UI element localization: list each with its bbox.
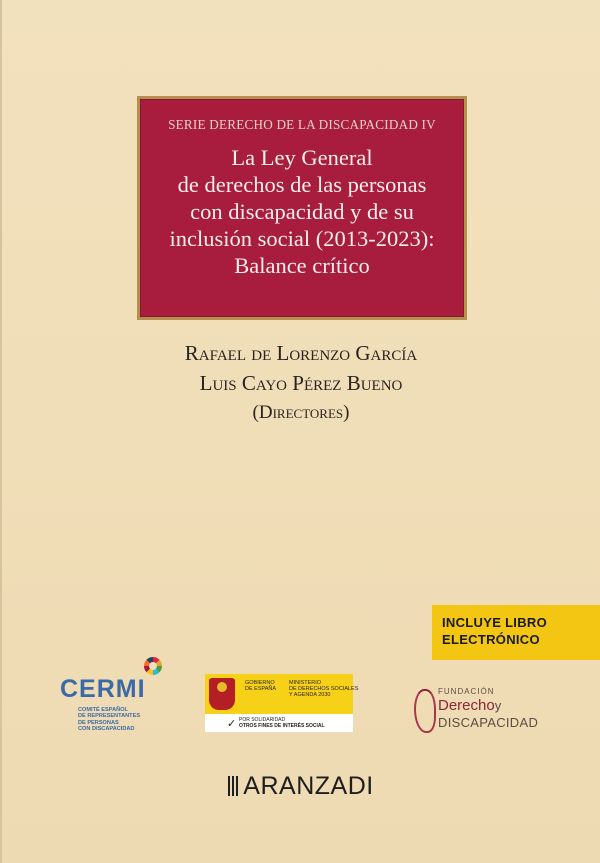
fundacion-y: y [494, 698, 502, 713]
cermi-sub-line: CON DISCAPACIDAD [78, 726, 135, 733]
fundacion-label: FUNDACIÓN [438, 687, 495, 696]
fundacion-discapacidad: DISCAPACIDAD [438, 715, 539, 730]
coat-of-arms-icon [209, 678, 235, 710]
ribbon-icon [414, 689, 436, 733]
cermi-sub-line: DE REPRESENTANTES [78, 713, 141, 720]
authors-block [2, 338, 600, 428]
solidaridad-strip [205, 714, 353, 732]
gobierno-label [245, 680, 276, 692]
title-line: con discapacidad y de su [190, 199, 414, 224]
gobierno-logo [205, 674, 359, 734]
gobierno-line: GOBIERNO [245, 680, 275, 686]
ebook-badge-line: ELECTRÓNICO [442, 632, 540, 647]
gobierno-line: DE ESPAÑA [245, 686, 277, 693]
solidaridad-line: OTROS FINES DE INTERÉS SOCIAL [239, 723, 325, 729]
ministerio-line: MINISTERIO [289, 680, 322, 686]
publisher-name: ARANZADI [243, 772, 374, 800]
cermi-subtitle [78, 707, 178, 733]
cermi-sub-line: DE PERSONAS [78, 719, 119, 726]
gobierno-banner [205, 674, 359, 714]
solidaridad-label [239, 717, 325, 729]
author-role: (Directores) [252, 402, 350, 423]
book-title [140, 144, 464, 279]
cermi-logo [60, 655, 180, 740]
ebook-badge-line: INCLUYE LIBRO [442, 615, 548, 630]
fundacion-logo [410, 683, 570, 753]
series-name: SERIE DERECHO DE LA DISCAPACIDAD IV [168, 117, 436, 132]
title-line: inclusión social (2013-2023): [169, 226, 435, 251]
fundacion-derecho-word: Derecho [438, 697, 495, 714]
cermi-wordmark: CERMI [60, 675, 146, 703]
title-line: de derechos de las personas [177, 172, 427, 197]
cermi-sub-line: COMITÉ ESPAÑOL [78, 707, 128, 713]
ministerio-line: Y AGENDA 2030 [289, 692, 331, 699]
author-name: Rafael de Lorenzo García [184, 341, 418, 365]
sdg-ring-icon [144, 657, 162, 675]
title-line: Balance crítico [234, 253, 370, 278]
ministerio-line: DE DERECHOS SOCIALES [289, 686, 359, 693]
aranzadi-bars-icon [228, 776, 240, 796]
ministerio-label [289, 680, 358, 699]
title-panel [137, 96, 467, 320]
ebook-badge [432, 605, 600, 660]
author-name: Luis Cayo Pérez Bueno [199, 371, 403, 395]
publisher-logo [2, 772, 600, 801]
checkmark-icon: ✓ [227, 718, 237, 730]
fundacion-derecho [438, 697, 501, 714]
solidaridad-line: POR SOLIDARIDAD [239, 717, 286, 723]
title-line: La Ley General [231, 145, 373, 170]
